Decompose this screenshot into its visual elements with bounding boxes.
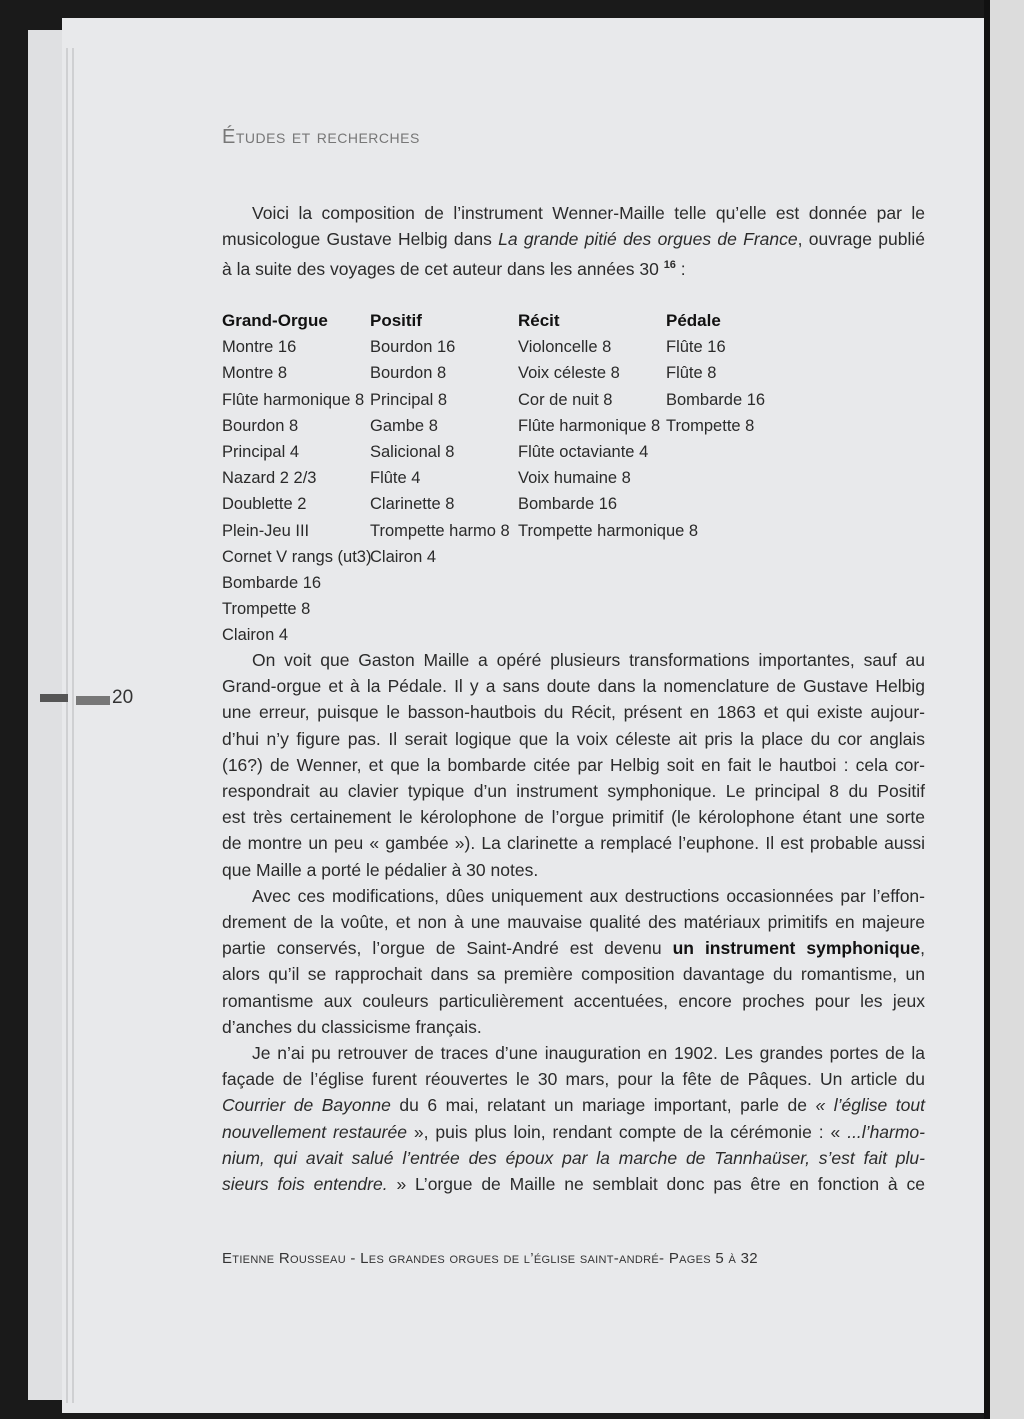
italic-text: nium, qui avait salué l’entrée des époux par la marche de Tannhaüser, s’est fait plu-	[222, 1147, 925, 1168]
footnote-ref: 16	[663, 259, 676, 272]
text-line	[222, 726, 925, 752]
division-heading: Pédale	[666, 311, 721, 330]
text-line	[222, 988, 925, 1014]
italic-text: nouvellement restaurée	[222, 1121, 407, 1142]
stop-item: Bombarde 16	[222, 574, 322, 593]
stop-item: Cor de nuit 8	[518, 390, 613, 409]
text-span: musicologue Gustave Helbig dans	[222, 229, 499, 250]
stop-item: Flûte 4	[370, 469, 421, 488]
text-span: romantisme aux couleurs particulièrement accentuées, encore proches pour les jeux	[222, 990, 925, 1011]
text-span: est très certainement le kérolophone de l’orgue primitif (le kérolophone étant une sorte	[222, 807, 925, 828]
text-line	[222, 883, 925, 909]
stop-item: Flûte octaviante 4	[518, 443, 649, 462]
running-footer: Etienne Rousseau - Les grandes orgues de l’église saint-andré- Pages 5 à 32	[222, 1250, 758, 1267]
stop-item: Principal 8	[370, 390, 448, 409]
text-line	[222, 935, 925, 961]
stop-item: Bourdon 16	[370, 338, 456, 357]
stop-item: Trompette harmonique 8	[518, 521, 699, 540]
stop-item: Trompette 8	[222, 600, 311, 619]
intro-paragraph	[222, 200, 925, 282]
text-span: façade de l’église furent réouvertes le 30 mars, pour la fête de Pâques. Un article du	[222, 1069, 925, 1090]
text-span: Je n’ai pu retrouver de traces d’une inauguration en 1902. Les grandes portes de la	[252, 1043, 925, 1064]
stop-item: Voix humaine 8	[518, 469, 631, 488]
body-text	[222, 647, 925, 1197]
stop-item: Bourdon 8	[370, 364, 447, 383]
page-stack-edge	[28, 30, 64, 1400]
text-line	[222, 1171, 925, 1197]
text-span: (16?) de Wenner, et que la bombarde citée par Helbig soit en fait le hautboi : cela cor-	[222, 754, 925, 775]
italic-text: Courrier de Bayonne	[222, 1095, 391, 1116]
italic-text: La grande pitié des orgues de France	[498, 229, 798, 250]
stop-item: Trompette 8	[666, 416, 755, 435]
stop-item: Clairon 4	[222, 626, 289, 645]
stop-item: Cornet V rangs (ut3)	[222, 547, 372, 566]
division-column	[222, 308, 371, 649]
text-line	[222, 961, 925, 987]
text-line	[222, 673, 925, 699]
italic-text: ...l’harmo-	[847, 1121, 925, 1142]
stop-item: Bombarde 16	[666, 390, 766, 409]
text-line	[222, 752, 925, 778]
text-span: respondrait au clavier typique d’un instrument symphonique. Le principal 8 du Positif	[222, 781, 925, 802]
text-span: :	[675, 259, 686, 280]
stop-item: Montre 16	[222, 338, 297, 357]
text-line	[222, 1145, 925, 1171]
text-span: de montre un peu « gambée »). La clarinette a remplacé l’euphone. Il est probable aussi	[222, 833, 925, 854]
stop-item: Flûte 8	[666, 364, 717, 383]
text-line	[222, 804, 925, 830]
stop-item: Clairon 4	[370, 547, 437, 566]
text-span: une erreur, puisque le basson-hautbois du Récit, présent en 1863 et qui existe aujour-	[222, 702, 925, 723]
page-number: 20	[112, 687, 134, 708]
text-span: à la suite des voyages de cet auteur dans les années 30	[222, 259, 664, 280]
text-span: Avec ces modifications, dûes uniquement aux destructions occasionnées par l’effon-	[252, 885, 925, 906]
text-span: partie conservés, l’orgue de Saint-André est devenu	[222, 938, 673, 959]
division-heading: Récit	[518, 311, 560, 330]
stop-item: Flûte 16	[666, 338, 726, 357]
text-line	[222, 200, 925, 226]
stop-item: Bombarde 16	[518, 495, 618, 514]
stop-item: Flûte harmonique 8	[518, 416, 661, 435]
italic-text: sieurs fois entendre.	[222, 1174, 388, 1195]
text-line	[222, 909, 925, 935]
text-span: drement de la voûte, et non à une mauvaise qualité des matériaux primitifs en majeure	[222, 912, 925, 933]
running-header: Études et recherches	[222, 126, 420, 148]
division-column	[666, 308, 765, 439]
stop-item: Clarinette 8	[370, 495, 455, 514]
text-span: Grand-orgue et à la Pédale. Il y a sans doute dans la nomenclature de Gustave Helbig	[222, 676, 925, 697]
stop-item: Flûte harmonique 8	[222, 390, 365, 409]
text-span: On voit que Gaston Maille a opéré plusieurs transformations importantes, sauf au	[252, 650, 925, 670]
text-line	[222, 647, 925, 673]
text-line	[222, 226, 925, 252]
page-edge-line	[72, 48, 74, 1403]
text-span: Voici la composition de l’instrument Wenner-Maille telle qu’elle est donnée par le	[252, 203, 925, 223]
text-line	[222, 1040, 925, 1066]
stop-item: Voix céleste 8	[518, 364, 620, 383]
text-span: ,	[920, 938, 925, 959]
stop-item: Montre 8	[222, 364, 288, 383]
stop-item: Nazard 2 2/3	[222, 469, 317, 488]
division-heading: Grand-Orgue	[222, 311, 328, 330]
page-edge-line	[66, 48, 68, 1403]
stop-item: Gambe 8	[370, 416, 438, 435]
text-line	[222, 830, 925, 856]
text-line	[222, 1092, 925, 1118]
text-line	[222, 699, 925, 725]
page-tab-mark	[40, 694, 68, 702]
text-span: , ouvrage publié	[797, 229, 925, 250]
text-line	[222, 1119, 925, 1145]
bold-text: un instrument symphonique	[672, 938, 921, 959]
stop-item: Plein-Jeu III	[222, 521, 310, 540]
next-page-edge	[990, 0, 1024, 1419]
text-span: d’anches du classicisme français.	[222, 1016, 482, 1037]
text-line	[222, 778, 925, 804]
division-heading: Positif	[370, 311, 422, 330]
stop-item: Bourdon 8	[222, 416, 299, 435]
text-line	[222, 1066, 925, 1092]
text-span: », puis plus loin, rendant compte de la cérémonie : «	[406, 1121, 848, 1142]
stop-item: Salicional 8	[370, 443, 455, 462]
text-span: du 6 mai, relatant un mariage important, parle de	[390, 1095, 816, 1116]
text-span: que Maille a porté le pédalier à 30 notes.	[222, 859, 539, 880]
division-column	[370, 308, 510, 570]
text-span: d’hui n’y figure pas. Il serait logique que la voix céleste ait pris la place du cor anglais	[222, 728, 925, 749]
stop-item: Principal 4	[222, 443, 300, 462]
text-line	[222, 252, 925, 282]
italic-text: « l’église tout	[815, 1095, 925, 1116]
text-span: alors qu’il se rapprochait dans sa première composition davantage du romantisme, un	[222, 964, 925, 985]
stop-item: Trompette harmo 8	[370, 521, 510, 540]
text-span: » L’orgue de Maille ne semblait donc pas être en fonction à ce	[387, 1174, 925, 1195]
stop-item: Violoncelle 8	[518, 338, 612, 357]
text-line	[222, 857, 925, 883]
text-line	[222, 1014, 925, 1040]
page-tab-mark	[76, 696, 110, 705]
stop-item: Doublette 2	[222, 495, 307, 514]
